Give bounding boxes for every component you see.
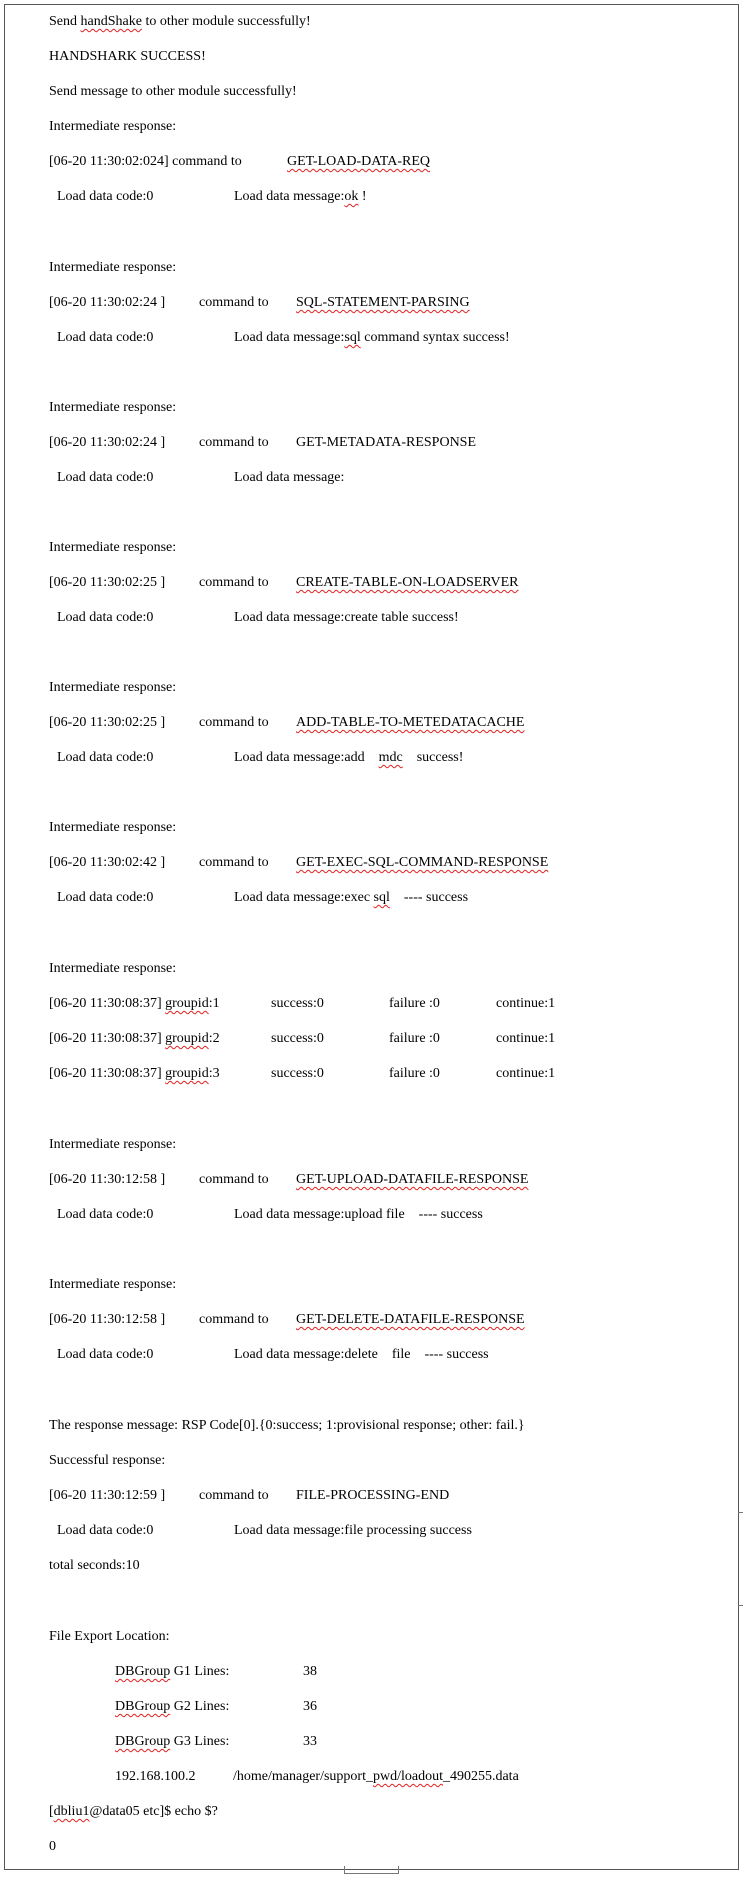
- text-segment: Load data code:0: [57, 330, 154, 345]
- text-segment: Intermediate response:: [49, 540, 177, 555]
- margin-mark-right-bottom: [738, 1605, 743, 1606]
- text-segment: [06-20 11:30:02:42 ]: [49, 855, 166, 870]
- text-segment: Load data code:0: [57, 890, 154, 905]
- text-segment: CREATE-TABLE-ON-LOADSERVER: [296, 575, 519, 590]
- text-segment: [06-20 11:30:02:24 ]: [49, 435, 166, 450]
- text-segment: success:0: [271, 996, 324, 1011]
- text-segment: Load data message:upload file ---- success: [234, 1207, 483, 1222]
- text-segment: Intermediate response:: [49, 260, 177, 275]
- text-segment: continue:1: [496, 996, 556, 1011]
- text-segment: [dbliu1@data05 etc]$ echo $?: [49, 1804, 218, 1819]
- text-segment: Intermediate response:: [49, 820, 177, 835]
- text-segment: Load data message:add mdc success!: [234, 750, 464, 765]
- text-segment: Intermediate response:: [49, 680, 177, 695]
- text-segment: GET-DELETE-DATAFILE-RESPONSE: [296, 1312, 525, 1327]
- text-segment: HANDSHARK SUCCESS!: [49, 49, 206, 64]
- text-segment: [06-20 11:30:08:37] groupid:1: [49, 996, 220, 1011]
- text-segment: failure :0: [389, 996, 440, 1011]
- text-segment: GET-UPLOAD-DATAFILE-RESPONSE: [296, 1172, 529, 1187]
- text-segment: Intermediate response:: [49, 961, 177, 976]
- margin-mark-right-top: [738, 1512, 743, 1513]
- text-segment: Load data code:0: [57, 1207, 154, 1222]
- text-segment: success:0: [271, 1066, 324, 1081]
- text-segment: Load data code:0: [57, 470, 154, 485]
- text-segment: total seconds:10: [49, 1558, 140, 1573]
- text-segment: 192.168.100.2: [115, 1769, 196, 1784]
- text-segment: Send handShake to other module successfully!: [49, 14, 311, 29]
- text-segment: command to: [199, 715, 269, 730]
- text-segment: Load data code:0: [57, 189, 154, 204]
- text-segment: Intermediate response:: [49, 1277, 177, 1292]
- text-segment: [06-20 11:30:12:59 ]: [49, 1488, 166, 1503]
- text-segment: command to: [199, 1488, 269, 1503]
- text-segment: File Export Location:: [49, 1629, 170, 1644]
- text-segment: 33: [303, 1734, 317, 1749]
- text-segment: The response message: RSP Code[0].{0:success; 1:provisional response; other: fail.}: [49, 1418, 525, 1433]
- text-segment: continue:1: [496, 1031, 556, 1046]
- text-segment: command to: [199, 855, 269, 870]
- text-segment: [06-20 11:30:12:58 ]: [49, 1172, 166, 1187]
- text-segment: command to: [199, 295, 269, 310]
- text-segment: command to: [199, 575, 269, 590]
- text-segment: [06-20 11:30:08:37] groupid:3: [49, 1066, 220, 1081]
- text-segment: [06-20 11:30:08:37] groupid:2: [49, 1031, 220, 1046]
- text-segment: 36: [303, 1699, 317, 1714]
- text-segment: command to: [199, 1312, 269, 1327]
- text-segment: 0: [49, 1839, 56, 1854]
- text-segment: DBGroup G2 Lines:: [115, 1699, 230, 1714]
- text-segment: GET-EXEC-SQL-COMMAND-RESPONSE: [296, 855, 549, 870]
- margin-mark-bottom-line: [344, 1873, 399, 1874]
- text-segment: ADD-TABLE-TO-METEDATACACHE: [296, 715, 525, 730]
- text-segment: continue:1: [496, 1066, 556, 1081]
- text-segment: command to: [199, 435, 269, 450]
- text-segment: Load data message:create table success!: [234, 610, 459, 625]
- text-segment: 38: [303, 1664, 317, 1679]
- text-segment: Load data message:file processing success: [234, 1523, 472, 1538]
- text-segment: Load data code:0: [57, 610, 154, 625]
- text-segment: failure :0: [389, 1031, 440, 1046]
- text-segment: Load data message:: [234, 470, 345, 485]
- text-segment: [06-20 11:30:02:24 ]: [49, 295, 166, 310]
- text-segment: Load data message:ok !: [234, 189, 367, 204]
- text-segment: DBGroup G1 Lines:: [115, 1664, 230, 1679]
- text-segment: Intermediate response:: [49, 1137, 177, 1152]
- text-segment: Successful response:: [49, 1453, 166, 1468]
- text-segment: [06-20 11:30:02:25 ]: [49, 575, 166, 590]
- text-segment: Intermediate response:: [49, 119, 177, 134]
- text-segment: Intermediate response:: [49, 400, 177, 415]
- text-segment: [06-20 11:30:02:024] command to: [49, 154, 242, 169]
- text-segment: [06-20 11:30:12:58 ]: [49, 1312, 166, 1327]
- text-segment: SQL-STATEMENT-PARSING: [296, 295, 470, 310]
- text-segment: /home/manager/support_pwd/loadout_490255.data: [233, 1769, 519, 1784]
- text-segment: Load data message:sql command syntax success!: [234, 330, 510, 345]
- text-segment: Load data code:0: [57, 750, 154, 765]
- text-segment: success:0: [271, 1031, 324, 1046]
- text-segment: Load data code:0: [57, 1347, 154, 1362]
- text-segment: DBGroup G3 Lines:: [115, 1734, 230, 1749]
- text-segment: Load data code:0: [57, 1523, 154, 1538]
- text-segment: command to: [199, 1172, 269, 1187]
- text-segment: GET-METADATA-RESPONSE: [296, 435, 477, 450]
- text-segment: failure :0: [389, 1066, 440, 1081]
- text-segment: [06-20 11:30:02:25 ]: [49, 715, 166, 730]
- text-segment: GET-LOAD-DATA-REQ: [287, 154, 431, 169]
- text-segment: Send message to other module successfully!: [49, 84, 297, 99]
- text-segment: Load data message:exec sql ---- success: [234, 890, 469, 905]
- text-segment: FILE-PROCESSING-END: [296, 1488, 450, 1503]
- text-segment: Load data message:delete file ---- success: [234, 1347, 489, 1362]
- document-page: [4, 4, 739, 1870]
